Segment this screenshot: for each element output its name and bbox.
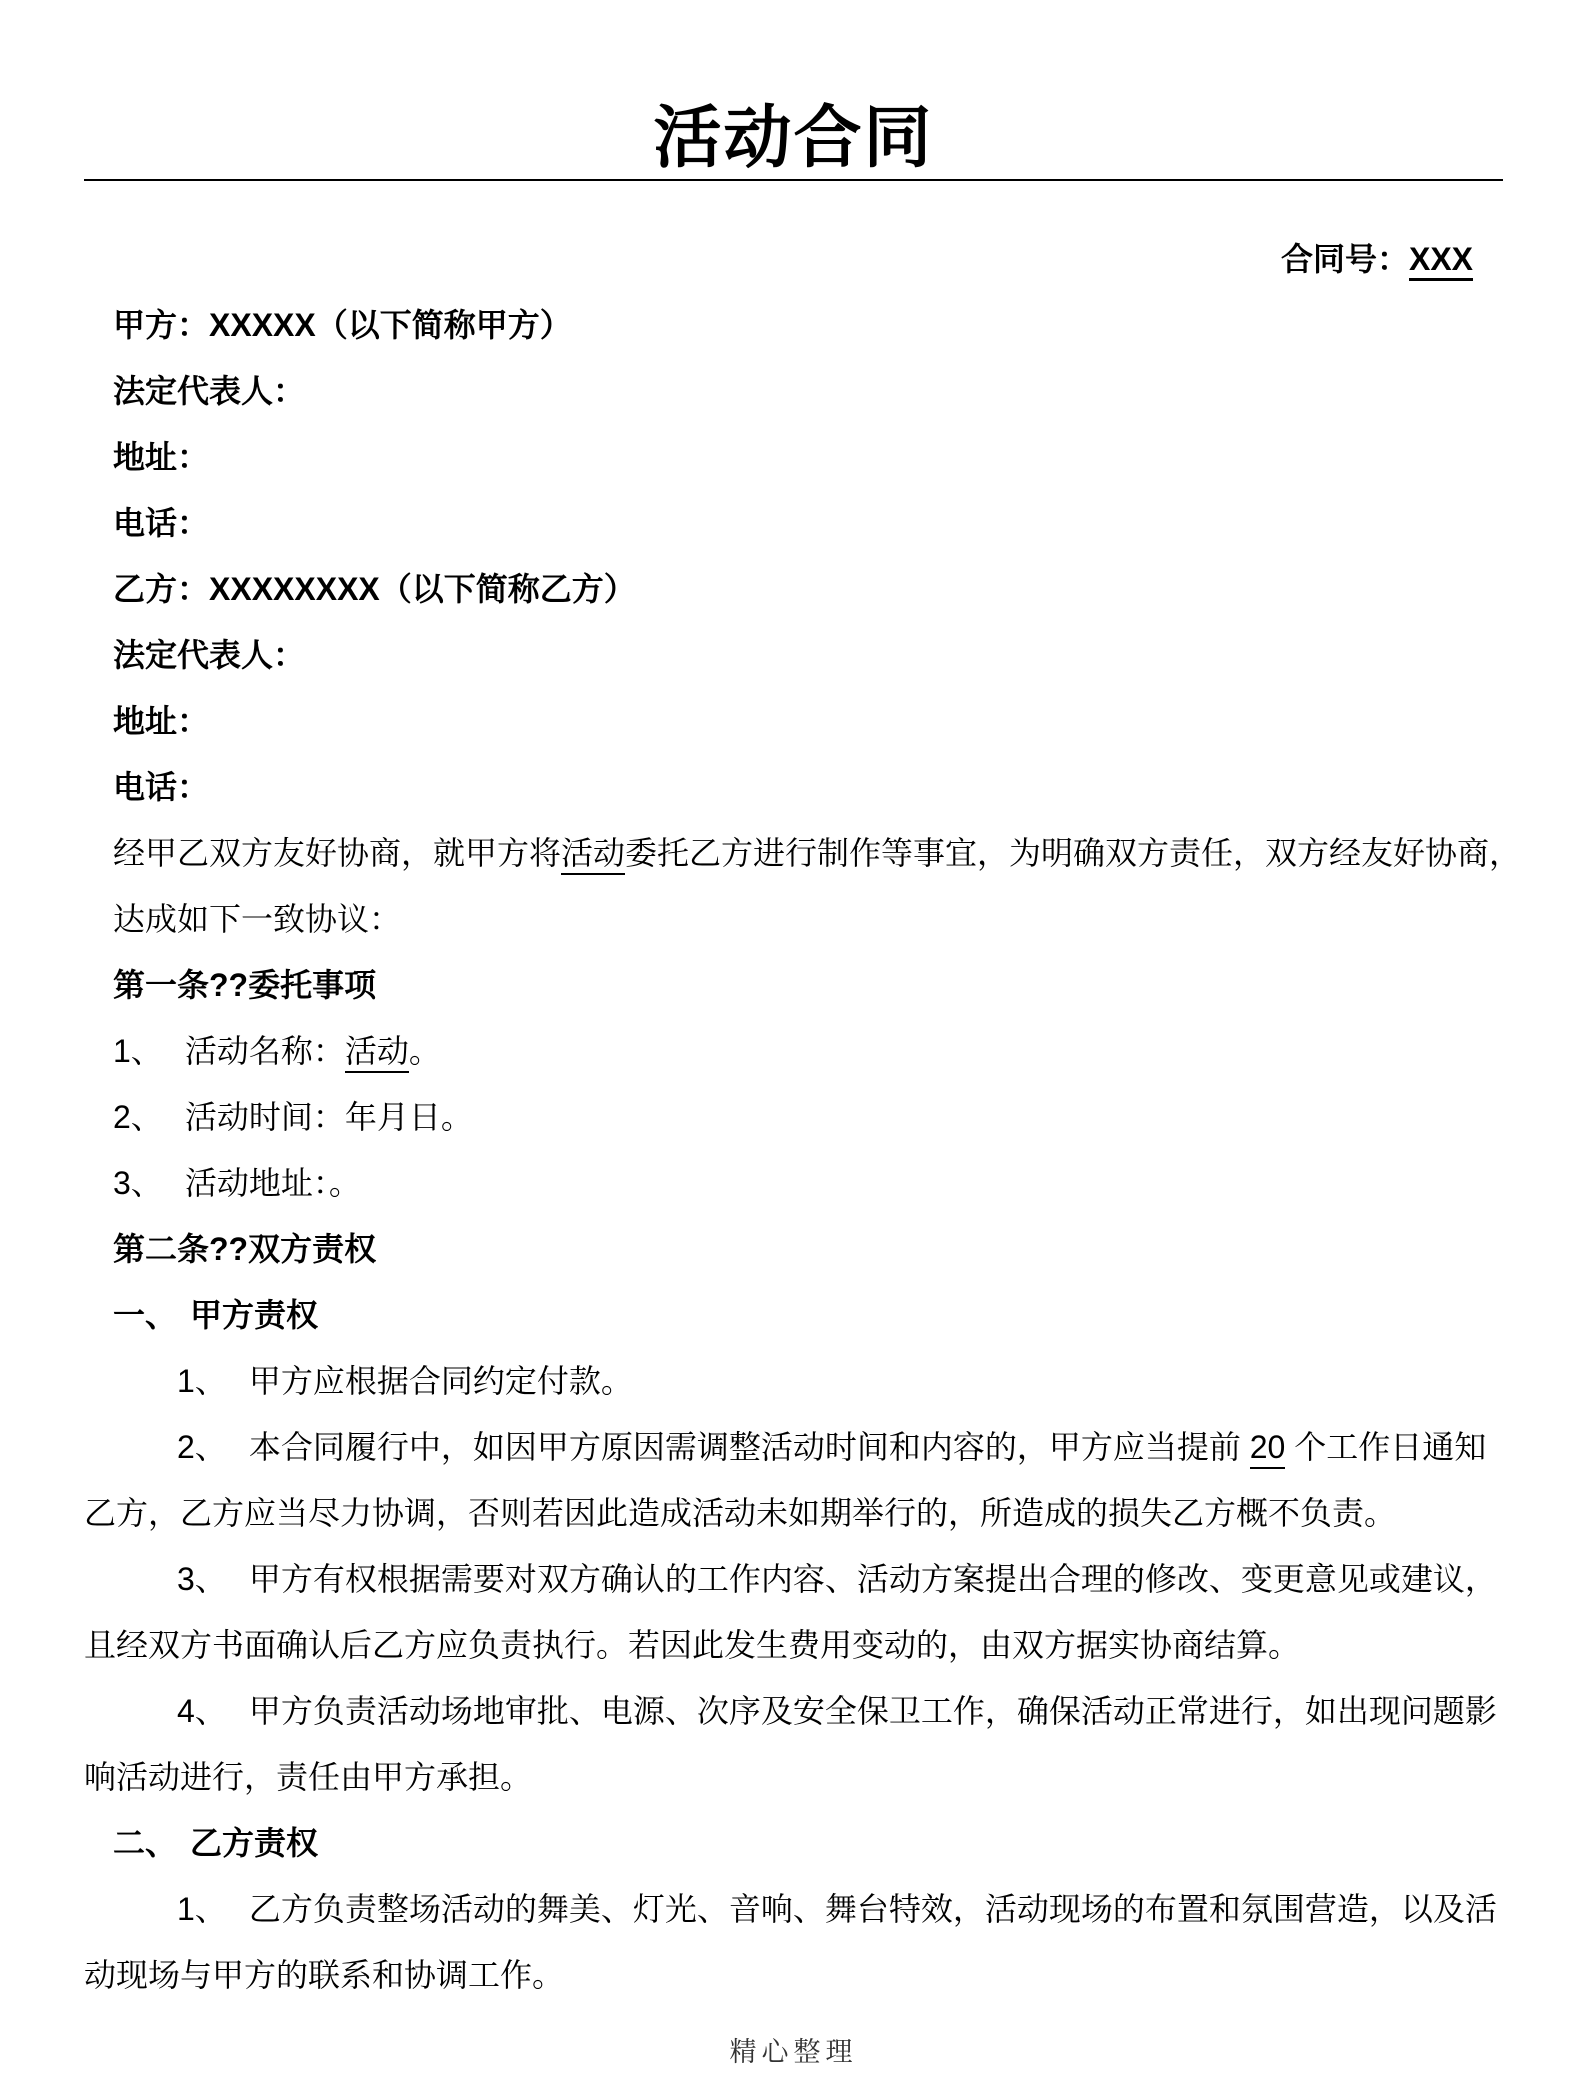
party-b-name: 乙方：XXXXXXXX（以下简称乙方） bbox=[113, 571, 636, 607]
item-number: 1、 bbox=[177, 1363, 227, 1399]
item-number: 1、 bbox=[113, 1033, 163, 1069]
activity-name-underlined-value: 活动 bbox=[345, 1033, 409, 1073]
article-1-heading: 第一条??委托事项 bbox=[113, 967, 377, 1003]
section-a-item-2-line-1: 2、 本合同履行中，如因甲方原因需调整活动时间和内容的，甲方应当提前 20 个工作日通知 bbox=[84, 1414, 1503, 1480]
party-a-legal-rep: 法定代表人： bbox=[113, 373, 306, 409]
section-a-heading: 一、 甲方责权 bbox=[113, 1297, 319, 1333]
party-a-name: 甲方：XXXXX（以下简称甲方） bbox=[113, 307, 572, 343]
item-number: 1、 bbox=[177, 1891, 227, 1927]
contract-number-label: 合同号： bbox=[1280, 241, 1409, 277]
section-a-item-3-line-2: 且经双方书面确认后乙方应负责执行。若因此发生费用变动的，由双方据实协商结算。 bbox=[84, 1627, 1301, 1663]
document-title: 活动合同 bbox=[84, 0, 1503, 181]
article-1-item-2: 2、 活动时间：年月日。 bbox=[113, 1099, 473, 1135]
party-b-phone: 电话： bbox=[113, 769, 210, 805]
preamble-underlined-value: 活动 bbox=[561, 835, 625, 875]
section-a-item-2-line-2: 乙方，乙方应当尽力协调，否则若因此造成活动未如期举行的，所造成的损失乙方概不负责。 bbox=[84, 1495, 1397, 1531]
notice-days-underlined-value: 20 bbox=[1250, 1429, 1286, 1469]
preamble-line-1: 经甲乙双方友好协商，就甲方将活动委托乙方进行制作等事宜，为明确双方责任，双方经友好协商， bbox=[84, 820, 1503, 886]
item-number: 3、 bbox=[177, 1561, 227, 1597]
article-1-item-1: 1、 活动名称：活动。 bbox=[84, 1018, 1503, 1084]
item-number: 3、 bbox=[113, 1165, 163, 1201]
section-b-item-1-line-1: 1、 乙方负责整场活动的舞美、灯光、音响、舞台特效，活动现场的布置和氛围营造，以及活 bbox=[177, 1891, 1497, 1927]
item-number: 2、 bbox=[177, 1429, 227, 1465]
page-footer-watermark: 精心整理 bbox=[729, 2037, 858, 2067]
party-b-address: 地址： bbox=[113, 703, 210, 739]
item-number: 2、 bbox=[113, 1099, 163, 1135]
article-2-heading: 第二条??双方责权 bbox=[113, 1231, 377, 1267]
item-number: 4、 bbox=[177, 1693, 227, 1729]
section-a-item-3-line-1: 3、 甲方有权根据需要对双方确认的工作内容、活动方案提出合理的修改、变更意见或建议， bbox=[177, 1561, 1497, 1597]
article-1-item-3: 3、 活动地址：。 bbox=[113, 1165, 361, 1201]
section-a-item-1: 1、 甲方应根据合同约定付款。 bbox=[177, 1363, 633, 1399]
section-number: 一、 bbox=[113, 1297, 178, 1333]
preamble-line-2: 达成如下一致协议： bbox=[113, 901, 402, 937]
contract-number-line bbox=[84, 226, 1503, 292]
party-a-address: 地址： bbox=[113, 439, 210, 475]
party-a-phone: 电话： bbox=[113, 505, 210, 541]
party-b-legal-rep: 法定代表人： bbox=[113, 637, 306, 673]
contract-number-value: XXX bbox=[1409, 241, 1473, 281]
section-a-item-4-line-1: 4、 甲方负责活动场地审批、电源、次序及安全保卫工作，确保活动正常进行，如出现问题影 bbox=[177, 1693, 1497, 1729]
section-number: 二、 bbox=[113, 1825, 178, 1861]
section-b-item-1-line-2: 动现场与甲方的联系和协调工作。 bbox=[84, 1957, 565, 1993]
section-b-heading: 二、 乙方责权 bbox=[113, 1825, 319, 1861]
section-a-item-4-line-2: 响活动进行，责任由甲方承担。 bbox=[84, 1759, 533, 1795]
